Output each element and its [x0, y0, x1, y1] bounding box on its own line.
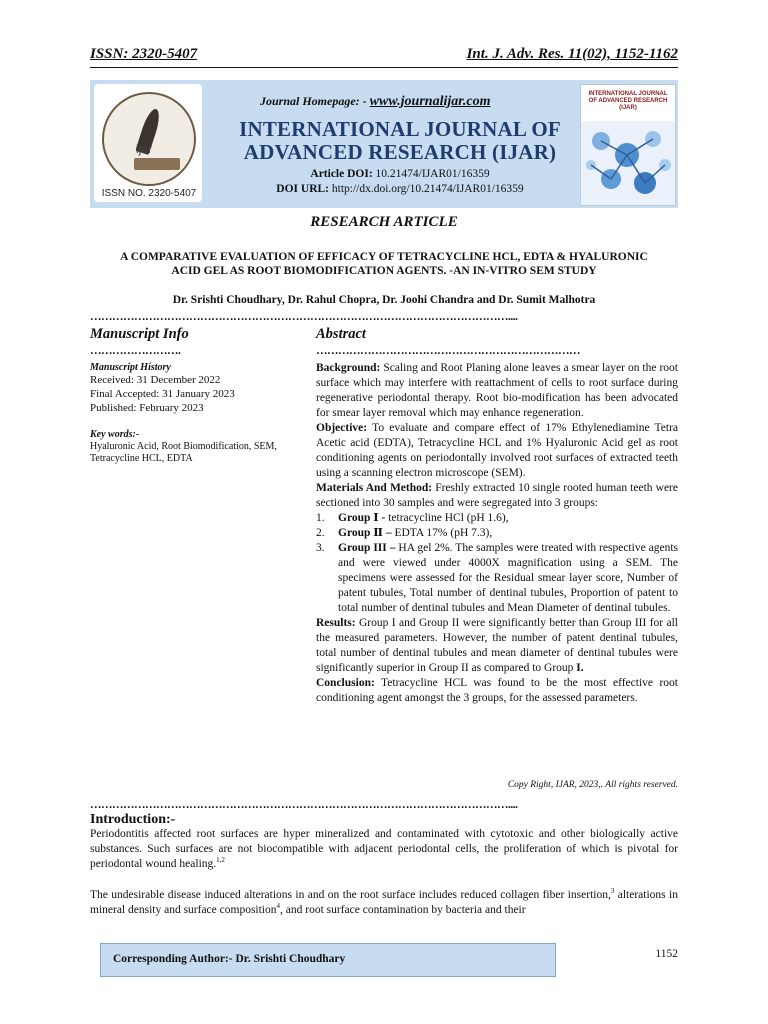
group-list	[316, 511, 678, 616]
group-text: HA gel 2%. The samples were treated with respective agents and were viewed under 4000X magnification using a SEM. The specimens were assessed for the Residual smear layer score, Number of patent tubules, Total number of dentinal tubules, Proportion of patent to total number of dentinal tubules and Mean Diameter of dentinal tubules.	[338, 542, 678, 614]
article-type: RESEARCH ARTICLE	[310, 214, 458, 230]
abstract-conclusion	[316, 676, 678, 706]
objective-text: To evaluate and compare effect of 17% Ethylenediamine Tetra Acetic acid (EDTA), Tetracycline HCL and 1% Hyaluronic Acid gel as root conditioning agents on periodontally involved root surfaces of extracted teeth using a scanning electron microscope (SEM).	[316, 422, 678, 479]
page-number: 1152	[655, 948, 678, 960]
background-label: Background:	[316, 362, 381, 374]
group-label: Group III –	[338, 542, 396, 554]
header-rule	[90, 67, 678, 68]
abstract-rule: ………………………………………………………………	[316, 345, 580, 357]
logo-emblem	[102, 92, 196, 186]
list-number: 3.	[316, 542, 325, 554]
doi-url-label: DOI URL:	[276, 183, 330, 195]
list-item	[316, 526, 678, 541]
article-title-line2: ACID GEL AS ROOT BIOMODIFICATION AGENTS. -AN IN-VITRO SEM STUDY	[171, 265, 597, 277]
homepage-link[interactable]: www.journalijar.com	[369, 94, 491, 109]
separator-top: ……………………………………………………………………………………………………....	[90, 311, 518, 323]
manuscript-info-heading: Manuscript Info	[90, 326, 189, 342]
doi-url	[240, 183, 560, 195]
intro-p2-text-c: , and root surface contamination by bacteria and their	[280, 904, 526, 916]
article-title-line1: A COMPARATIVE EVALUATION OF EFFICACY OF TETRACYCLINE HCL, EDTA & HYALURONIC	[120, 251, 648, 263]
group-text: EDTA 17% (pH 7.3),	[391, 527, 493, 539]
keywords-label: Key words:-	[90, 429, 140, 440]
group-label: Group Ⅰ -	[338, 512, 386, 524]
results-label: Results:	[316, 617, 356, 629]
abstract-results	[316, 616, 678, 676]
citation-ref[interactable]: 1,2	[216, 856, 225, 865]
homepage-label: Journal Homepage: -	[260, 94, 367, 108]
list-number: 1.	[316, 512, 325, 524]
intro-paragraph-1	[90, 827, 678, 872]
published-date: Published: February 2023	[90, 402, 204, 414]
citation-ref[interactable]: 3	[610, 887, 615, 896]
methods-text: Freshly extracted 10 single rooted human teeth were sectioned into 30 samples and were segregated into 3 groups:	[316, 482, 678, 509]
book-icon	[134, 158, 180, 170]
intro-p1-text: Periodontitis affected root surfaces are hyper mineralized and contaminated with cytotoxic and other biologically active substances. Such surfaces are not biocompatible with adjacent periodontal cells, the proliferation of which is pivotal for periodontal wound healing.	[90, 828, 678, 870]
manuscript-history-label: Manuscript History	[90, 362, 171, 373]
journal-logo	[94, 84, 202, 202]
results-end: I.	[573, 662, 584, 674]
intro-paragraph-2	[90, 888, 678, 918]
keywords-list: Hyaluronic Acid, Root Biomodification, SEM, Tetracycline HCL, EDTA	[90, 441, 277, 464]
journal-title	[220, 118, 580, 164]
results-text: Group I and Group II were significantly better than Group III for all the measured parameters. However, the number of patent dentinal tubules, total number of dentinal tubules and mean diameter of dentinal tubules were significantly superior in Group II as compared to Group	[316, 617, 678, 674]
logo-issn: ISSN NO. 2320-5407	[101, 188, 197, 199]
abstract-objective	[316, 421, 678, 481]
list-number: 2.	[316, 527, 325, 539]
group-text: tetracycline HCl (pH 1.6),	[385, 512, 509, 524]
corresponding-author-box	[100, 943, 556, 977]
logo-text: ijar	[136, 142, 153, 156]
citation-header: Int. J. Adv. Res. 11(02), 1152-1162	[466, 46, 678, 62]
conclusion-label: Conclusion:	[316, 677, 375, 689]
conclusion-text: Tetracycline HCL was found to be the most effective root conditioning agent amongst the 3 groups, for the assessed parameters.	[316, 677, 678, 704]
introduction-heading: Introduction:-	[90, 812, 176, 827]
group-label: Group Ⅱ –	[338, 527, 392, 539]
copyright-notice: Copy Right, IJAR, 2023,. All rights reserved.	[507, 780, 678, 790]
doi-value: 10.21474/IJAR01/16359	[375, 168, 490, 180]
journal-homepage	[260, 94, 491, 110]
doi-label: Article DOI:	[310, 168, 373, 180]
journal-cover-image	[580, 84, 676, 206]
citation-ref[interactable]: 4	[276, 902, 281, 911]
abstract-heading: Abstract	[316, 326, 366, 342]
journal-banner	[90, 80, 678, 208]
background-text: Scaling and Root Planing alone leaves a smear layer on the root surface which may interfere with reattachment of cells to root surface during regenerative periodontal therapy. Root bio-modification has been advocated for smear layer removal which may enhance regeneration.	[316, 362, 678, 419]
objective-label: Objective:	[316, 422, 368, 434]
manuscript-info-rule: …………………….	[90, 345, 181, 357]
accepted-date: Final Accepted: 31 January 2023	[90, 388, 235, 400]
article-title	[90, 250, 678, 278]
journal-title-line2: ADVANCED RESEARCH (IJAR)	[243, 140, 557, 164]
doi-url-link[interactable]: http://dx.doi.org/10.21474/IJAR01/16359	[331, 183, 524, 195]
article-doi	[240, 168, 560, 180]
author-list: Dr. Srishti Choudhary, Dr. Rahul Chopra, Dr. Joohi Chandra and Dr. Sumit Malhotra	[172, 294, 596, 306]
issn-header: ISSN: 2320-5407	[90, 46, 198, 62]
abstract-methods	[316, 481, 678, 511]
list-item	[316, 541, 678, 616]
journal-title-line1: INTERNATIONAL JOURNAL OF	[239, 117, 561, 141]
intro-p2-text-b: alterations in mineral density and surface composition	[90, 889, 679, 916]
intro-p2-text-a: The undesirable disease induced alterations in and on the root surface includes reduced collagen fiber insertion,	[90, 889, 611, 901]
list-item	[316, 511, 678, 526]
separator-bottom: ……………………………………………………………………………………………………....	[90, 799, 518, 811]
methods-label: Materials And Method:	[316, 482, 433, 494]
abstract-body	[316, 361, 678, 706]
molecule-art-icon	[581, 121, 675, 205]
corresponding-author: Corresponding Author:- Dr. Srishti Choudhary	[113, 953, 346, 965]
cover-title: INTERNATIONAL JOURNAL OF ADVANCED RESEARCH (IJAR)	[588, 91, 668, 111]
abstract-background	[316, 361, 678, 421]
received-date: Received: 31 December 2022	[90, 374, 221, 386]
